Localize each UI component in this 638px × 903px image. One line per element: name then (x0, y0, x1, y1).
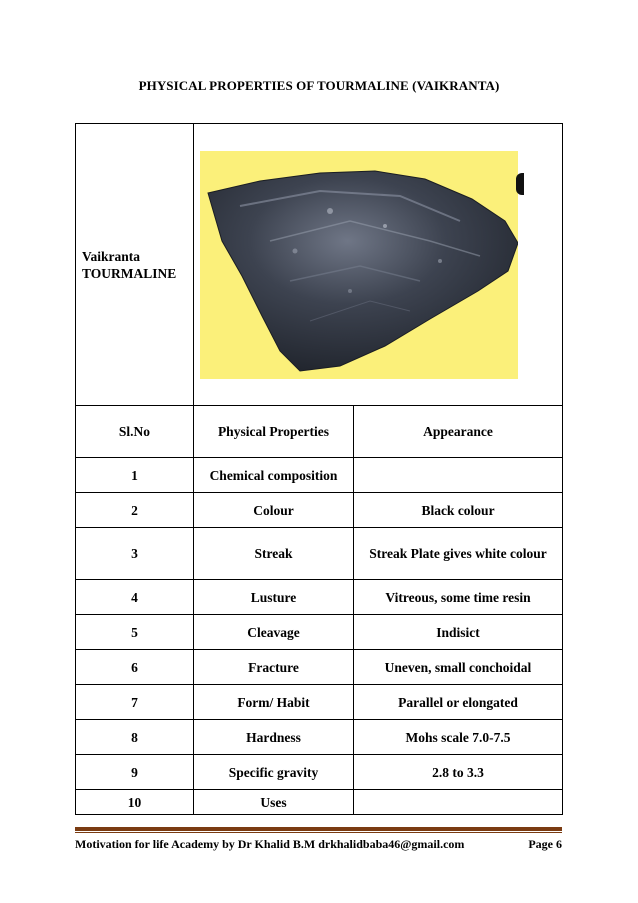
row-property: Cleavage (194, 615, 354, 650)
mineral-image-cell (194, 124, 563, 406)
row-number: 9 (76, 755, 194, 790)
page-number: Page 6 (528, 837, 562, 851)
row-appearance: 2.8 to 3.3 (354, 755, 563, 790)
properties-table (75, 123, 563, 815)
table-header-row (76, 406, 563, 458)
row-number: 5 (76, 615, 194, 650)
row-property: Colour (194, 493, 354, 528)
row-property: Fracture (194, 650, 354, 685)
row-appearance: Black colour (354, 493, 563, 528)
row-property: Specific gravity (194, 755, 354, 790)
table-row (76, 458, 563, 493)
row-number: 10 (76, 790, 194, 815)
table-row (76, 720, 563, 755)
table-row (76, 493, 563, 528)
page-title: PHYSICAL PROPERTIES OF TOURMALINE (VAIKRANTA) (138, 78, 500, 93)
row-appearance (354, 790, 563, 815)
row-appearance: Parallel or elongated (354, 685, 563, 720)
row-appearance: Mohs scale 7.0-7.5 (354, 720, 563, 755)
row-appearance: Vitreous, some time resin (354, 580, 563, 615)
row-number: 2 (76, 493, 194, 528)
mineral-name-line2: TOURMALINE (82, 265, 177, 281)
tourmaline-stone-illustration (200, 151, 518, 379)
mineral-name-cell (76, 124, 194, 406)
footer-divider-thick (75, 827, 562, 831)
row-appearance: Streak Plate gives white colour (354, 528, 563, 580)
row-number: 7 (76, 685, 194, 720)
header-physical-properties: Physical Properties (194, 406, 354, 458)
row-appearance: Uneven, small conchoidal (354, 650, 563, 685)
table-row (76, 580, 563, 615)
table-row (76, 790, 563, 815)
tourmaline-image (200, 151, 518, 379)
row-number: 6 (76, 650, 194, 685)
row-number: 3 (76, 528, 194, 580)
row-property: Chemical composition (194, 458, 354, 493)
table-row (76, 528, 563, 580)
row-property: Lusture (194, 580, 354, 615)
row-property: Hardness (194, 720, 354, 755)
row-property: Uses (194, 790, 354, 815)
table-row (76, 650, 563, 685)
header-appearance: Appearance (354, 406, 563, 458)
row-property: Form/ Habit (194, 685, 354, 720)
footer-credit: Motivation for life Academy by Dr Khalid B.M drkhalidbaba46@gmail.com (75, 837, 465, 851)
table-row (76, 755, 563, 790)
row-number: 4 (76, 580, 194, 615)
row-number: 1 (76, 458, 194, 493)
mineral-name-line1: Vaikranta (82, 248, 141, 264)
footer-divider-thin (75, 832, 562, 833)
row-appearance: Indisict (354, 615, 563, 650)
row-property: Streak (194, 528, 354, 580)
row-appearance (354, 458, 563, 493)
header-sl-no: Sl.No (76, 406, 194, 458)
table-row (76, 615, 563, 650)
mineral-row (76, 124, 563, 406)
table-row (76, 685, 563, 720)
dark-edge-mark (516, 173, 524, 195)
row-number: 8 (76, 720, 194, 755)
